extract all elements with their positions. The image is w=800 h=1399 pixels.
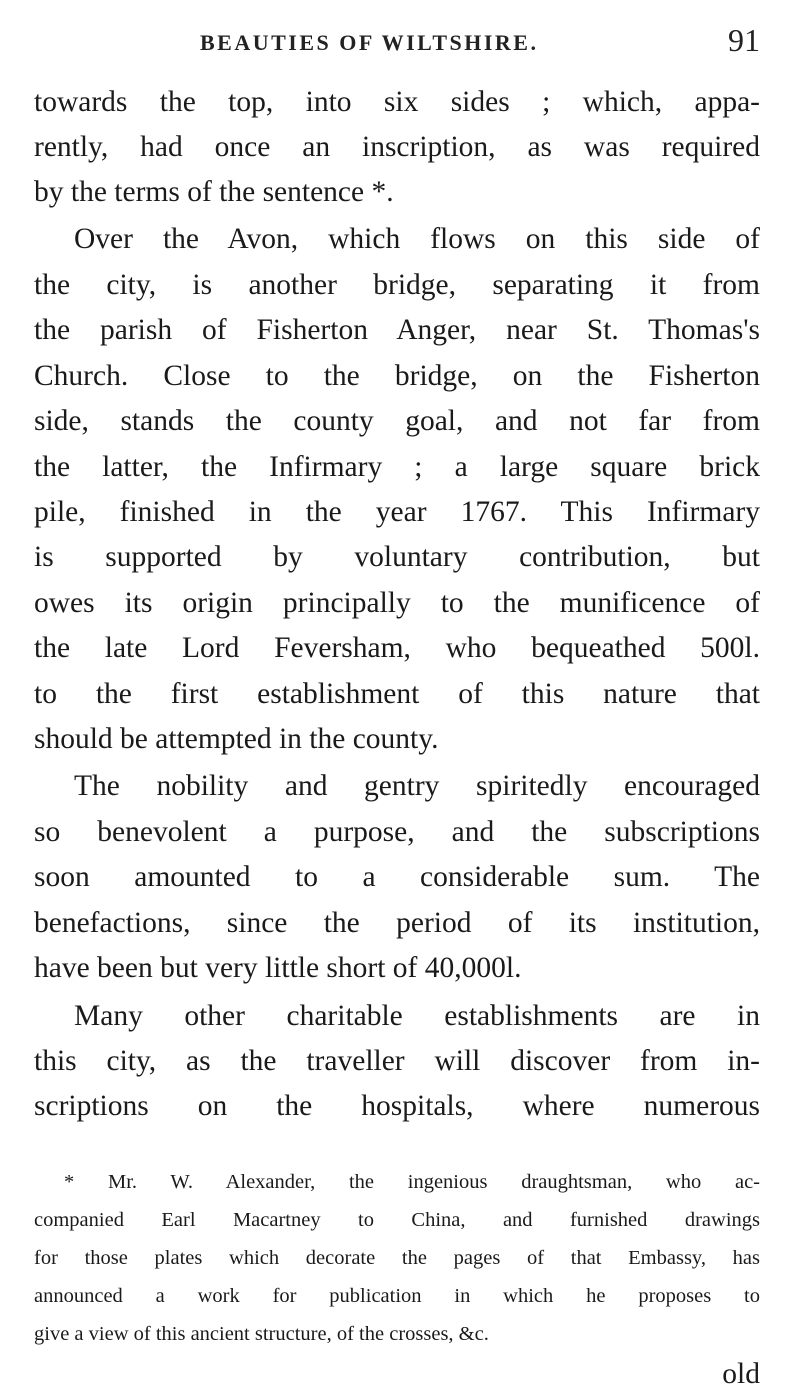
text-line: is supported by voluntary contribution, but [34, 541, 760, 573]
text-line: the city, is another bridge, separating it from [34, 269, 760, 301]
text-line: pile, finished in the year 1767. This Infirmary [34, 496, 760, 528]
page-number: 91 [728, 22, 760, 58]
footnote-line: * Mr. W. Alexander, the ingenious draughtsman, who ac- [64, 1171, 760, 1193]
text-line: Over the Avon, which flows on this side of [74, 223, 760, 255]
text-line: Church. Close to the bridge, on the Fisherton [34, 360, 760, 392]
text-line: Many other charitable establishments are in [74, 1000, 760, 1032]
text-line: The nobility and gentry spiritedly encouraged [74, 770, 760, 802]
text-line: scriptions on the hospitals, where numerous [34, 1090, 760, 1122]
footnote-line: for those plates which decorate the pages of that Embassy, has [34, 1247, 760, 1269]
text-line: owes its origin principally to the munificence of [34, 587, 760, 619]
text-line: rently, had once an inscription, as was required [34, 131, 760, 163]
text-line: benefactions, since the period of its institution, [34, 907, 760, 939]
footnote-line: announced a work for publication in which he proposes to [34, 1285, 760, 1307]
running-head [200, 22, 760, 66]
text-line: should be attempted in the county. [34, 723, 439, 755]
text-line: the parish of Fisherton Anger, near St. Thomas's [34, 314, 760, 346]
text-line: by the terms of the sentence *. [34, 176, 394, 208]
text-line: soon amounted to a considerable sum. The [34, 861, 760, 893]
footnote-line: companied Earl Macartney to China, and furnished drawings [34, 1209, 760, 1231]
text-line: to the first establishment of this nature that [34, 678, 760, 710]
running-title: BEAUTIES OF WILTSHIRE. [200, 30, 539, 55]
catchword: old [722, 1358, 760, 1390]
text-line: so benevolent a purpose, and the subscriptions [34, 816, 760, 848]
text-line: towards the top, into six sides ; which, appa- [34, 86, 760, 118]
footnote-line: give a view of this ancient structure, of the crosses, &c. [34, 1323, 489, 1345]
text-line: the late Lord Feversham, who bequeathed 500l. [34, 632, 760, 664]
text-line: this city, as the traveller will discover from in- [34, 1045, 760, 1077]
text-line: have been but very little short of 40,000l. [34, 952, 522, 984]
text-line: side, stands the county goal, and not far from [34, 405, 760, 437]
text-line: the latter, the Infirmary ; a large square brick [34, 451, 760, 483]
